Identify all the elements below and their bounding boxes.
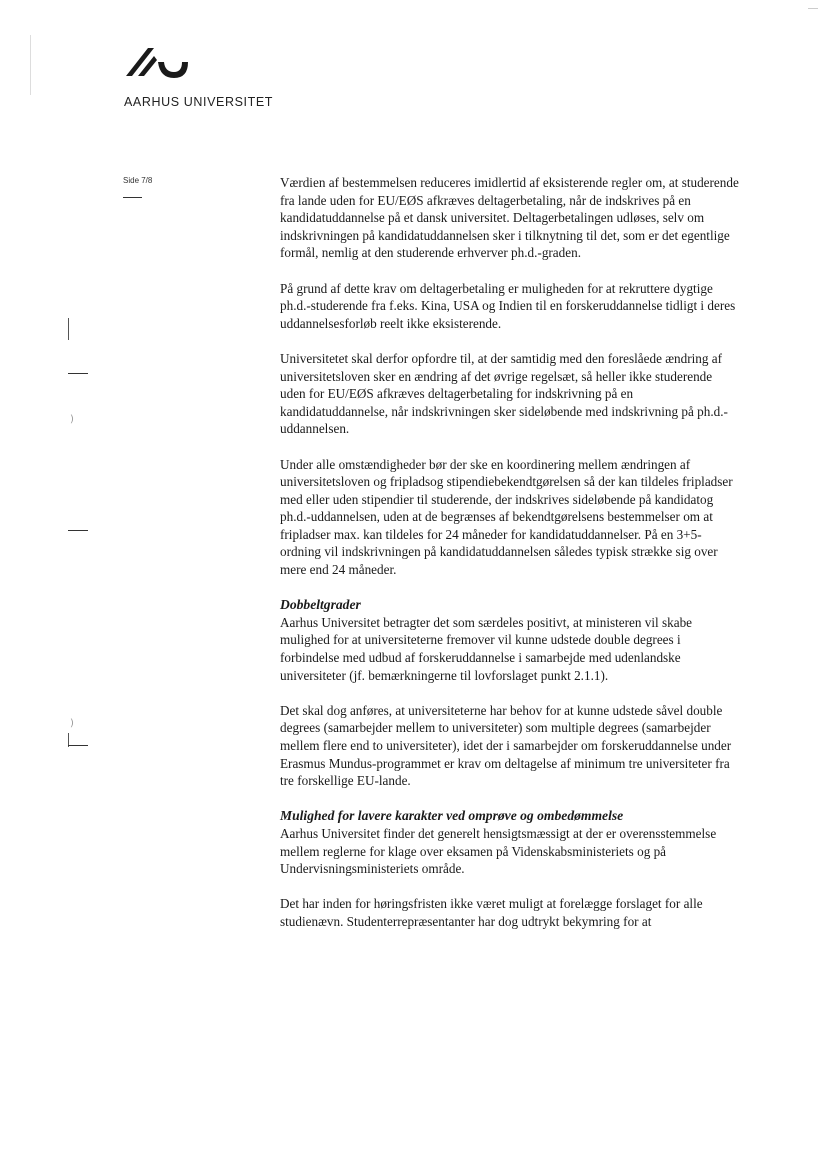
paragraph: Aarhus Universitet finder det generelt hensigtsmæssigt at der er overensstemmelse mellem reglerne for klage over eksamen på Videnskabsministeriets og på Undervisningsministeriets område.	[280, 825, 717, 877]
edge-line	[68, 318, 69, 340]
scan-mark	[808, 8, 818, 9]
section-heading: Dobbeltgrader	[280, 597, 361, 613]
letter-body	[280, 174, 740, 948]
paragraph: Det skal dog anføres, at universiteterne har behov for at kunne udstede såvel double degrees (samarbejder mellem to universiteter) som multiple degrees (samarbejder mellem flere end to universiteter), idet der i samarbejder om forskeruddannelse under Erasmus Mundus-programmet er krav om deltagelse af minimum tre universiteter fra tre forskellige EU-lande.	[280, 702, 732, 789]
organization-name: AARHUS UNIVERSITET	[124, 95, 274, 109]
paragraph: På grund af dette krav om deltagerbetaling er muligheden for at rekruttere dygtige ph.d.-studerende fra f.eks. Kina, USA og Indien til en forskeruddannelse tidligt i deres uddannelsesforløb reelt ikke eksisterende.	[280, 280, 736, 331]
section-heading: Mulighed for lavere karakter ved omprøve og ombedømmelse	[280, 808, 624, 824]
scan-speck: )	[70, 414, 74, 425]
edge-line	[30, 35, 31, 95]
paragraph: Værdien af bestemmelsen reduceres imidlertid af eksisterende regler om, at studerende fra lande uden for EU/EØS afkræves deltagerbetaling, når de indskrives på en kandidatuddannelse på et dansk universitet. Deltagerbetalingen udløses, selv om indskrivningen på kandidatuddannelsen sker i tilknytning til det, som er det egentlige formål, nemlig at den studerende erhverver ph.d.-graden.	[280, 175, 739, 261]
aarhus-university-logo	[124, 46, 190, 82]
fold-mark	[68, 530, 88, 531]
fold-mark	[68, 373, 88, 374]
scan-speck: )	[70, 718, 74, 729]
paragraph: Universitetet skal derfor opfordre til, at der samtidig med den foreslåede ændring af universitetsloven sker en ændring af det øvrige regelsæt, så heller ikke studerende uden for EU/EØS afkræves deltagerbetaling for indskrivning på en kandidatuddannelse, når indskrivningen sker sideløbende med indskrivning på ph.d.-uddannelsen.	[280, 350, 728, 437]
page-number: Side 7/8	[123, 176, 153, 185]
paragraph: Det har inden for høringsfristen ikke været muligt at forelægge forslaget for alle studienævn. Studenterrepræsentanter har dog udtrykt bekymring for at	[280, 896, 703, 929]
paragraph: Aarhus Universitet betragter det som særdeles positivt, at ministeren vil skabe mulighed for at universiteterne fremover vil kunne udstede double degrees i forbindelse med udbud af forskeruddannelse i samarbejde med udenlandske universiteter (jf. bemærkningerne til lovforslaget punkt 2.1.1).	[280, 614, 693, 683]
page-number-rule	[123, 197, 142, 198]
fold-mark	[68, 745, 88, 746]
paragraph: Under alle omstændigheder bør der ske en koordinering mellem ændringen af universitetsloven og fripladsog stipendiebekendtgørelsen så der kan tildeles fripladser med eller uden stipendier til studerende, der indskrives sideløbende på kandidatog ph.d.-uddannelsen, uden at de begrænses af bekendtgørelsens bestemmelser om at fripladser max. kan tildeles for 24 måneder for kandidatuddannelser. På en 3+5-ordning vil indskrivningen på kandidatuddannelsen således typisk strække sig over mere end 24 måneder.	[280, 456, 733, 578]
